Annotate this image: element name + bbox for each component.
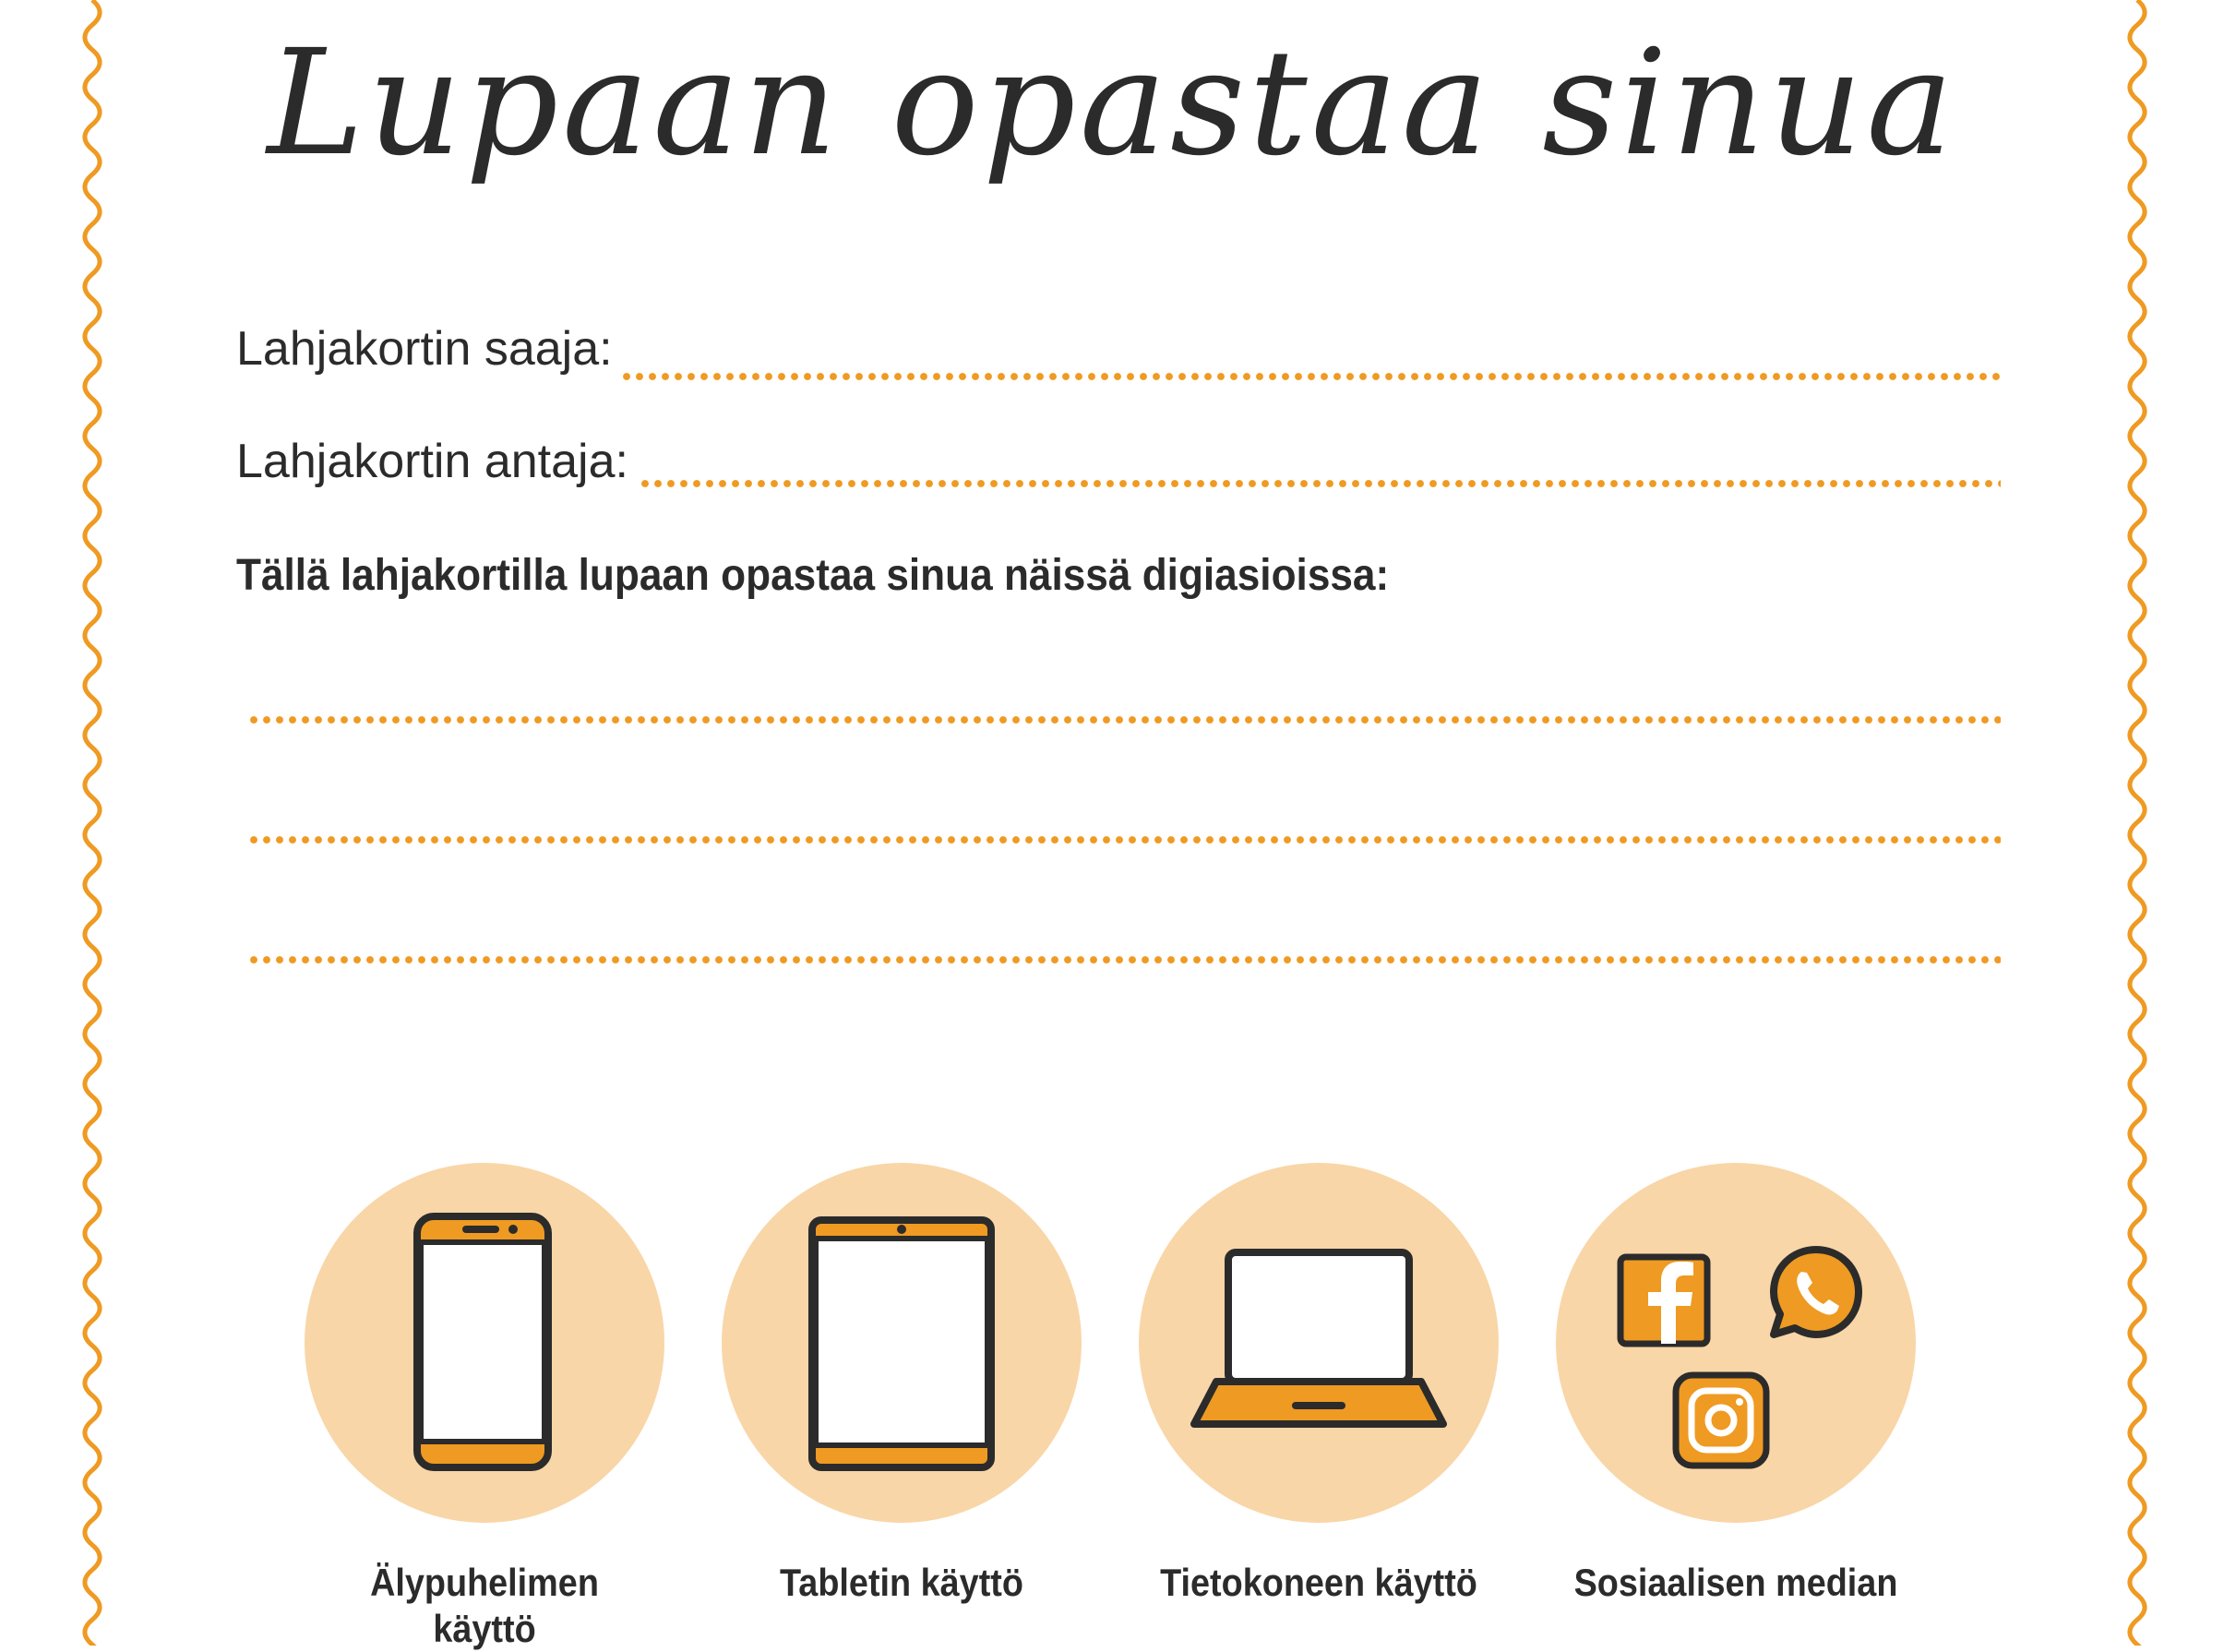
writing-line-1[interactable] bbox=[247, 716, 2001, 724]
left-wavy-border bbox=[74, 0, 111, 1646]
smartphone-circle bbox=[305, 1163, 664, 1523]
instruction-text: Tällä lahjakortilla lupaan opastaa sinua näissä digiasioissa: bbox=[236, 551, 1390, 600]
recipient-field[interactable] bbox=[620, 373, 2001, 380]
giver-label: Lahjakortin antaja: bbox=[236, 435, 628, 488]
laptop-icon bbox=[1139, 1163, 1499, 1523]
tablet-icon bbox=[722, 1163, 1082, 1523]
writing-line-2[interactable] bbox=[247, 836, 2001, 844]
caption-tablet: Tabletin käyttö bbox=[780, 1561, 1023, 1604]
instagram-icon bbox=[1676, 1375, 1766, 1466]
caption-smartphone: Älypuhelimen käyttö bbox=[370, 1561, 599, 1650]
caption-laptop: Tietokoneen käyttö bbox=[1160, 1561, 1477, 1604]
whatsapp-icon bbox=[1774, 1250, 1859, 1335]
smartphone-icon bbox=[305, 1163, 664, 1523]
social-media-circle bbox=[1556, 1163, 1916, 1523]
right-wavy-border bbox=[2119, 0, 2156, 1646]
laptop-circle bbox=[1139, 1163, 1499, 1523]
recipient-label: Lahjakortin saaja: bbox=[236, 322, 613, 376]
writing-line-3[interactable] bbox=[247, 956, 2001, 964]
facebook-icon bbox=[1620, 1257, 1707, 1344]
caption-social-media: Sosiaalisen median bbox=[1573, 1561, 1898, 1604]
social-media-icons bbox=[1556, 1163, 1916, 1523]
page-title: Lupaan opastaa sinua bbox=[267, 18, 1957, 188]
tablet-circle bbox=[722, 1163, 1082, 1523]
giver-field[interactable] bbox=[639, 480, 2001, 487]
